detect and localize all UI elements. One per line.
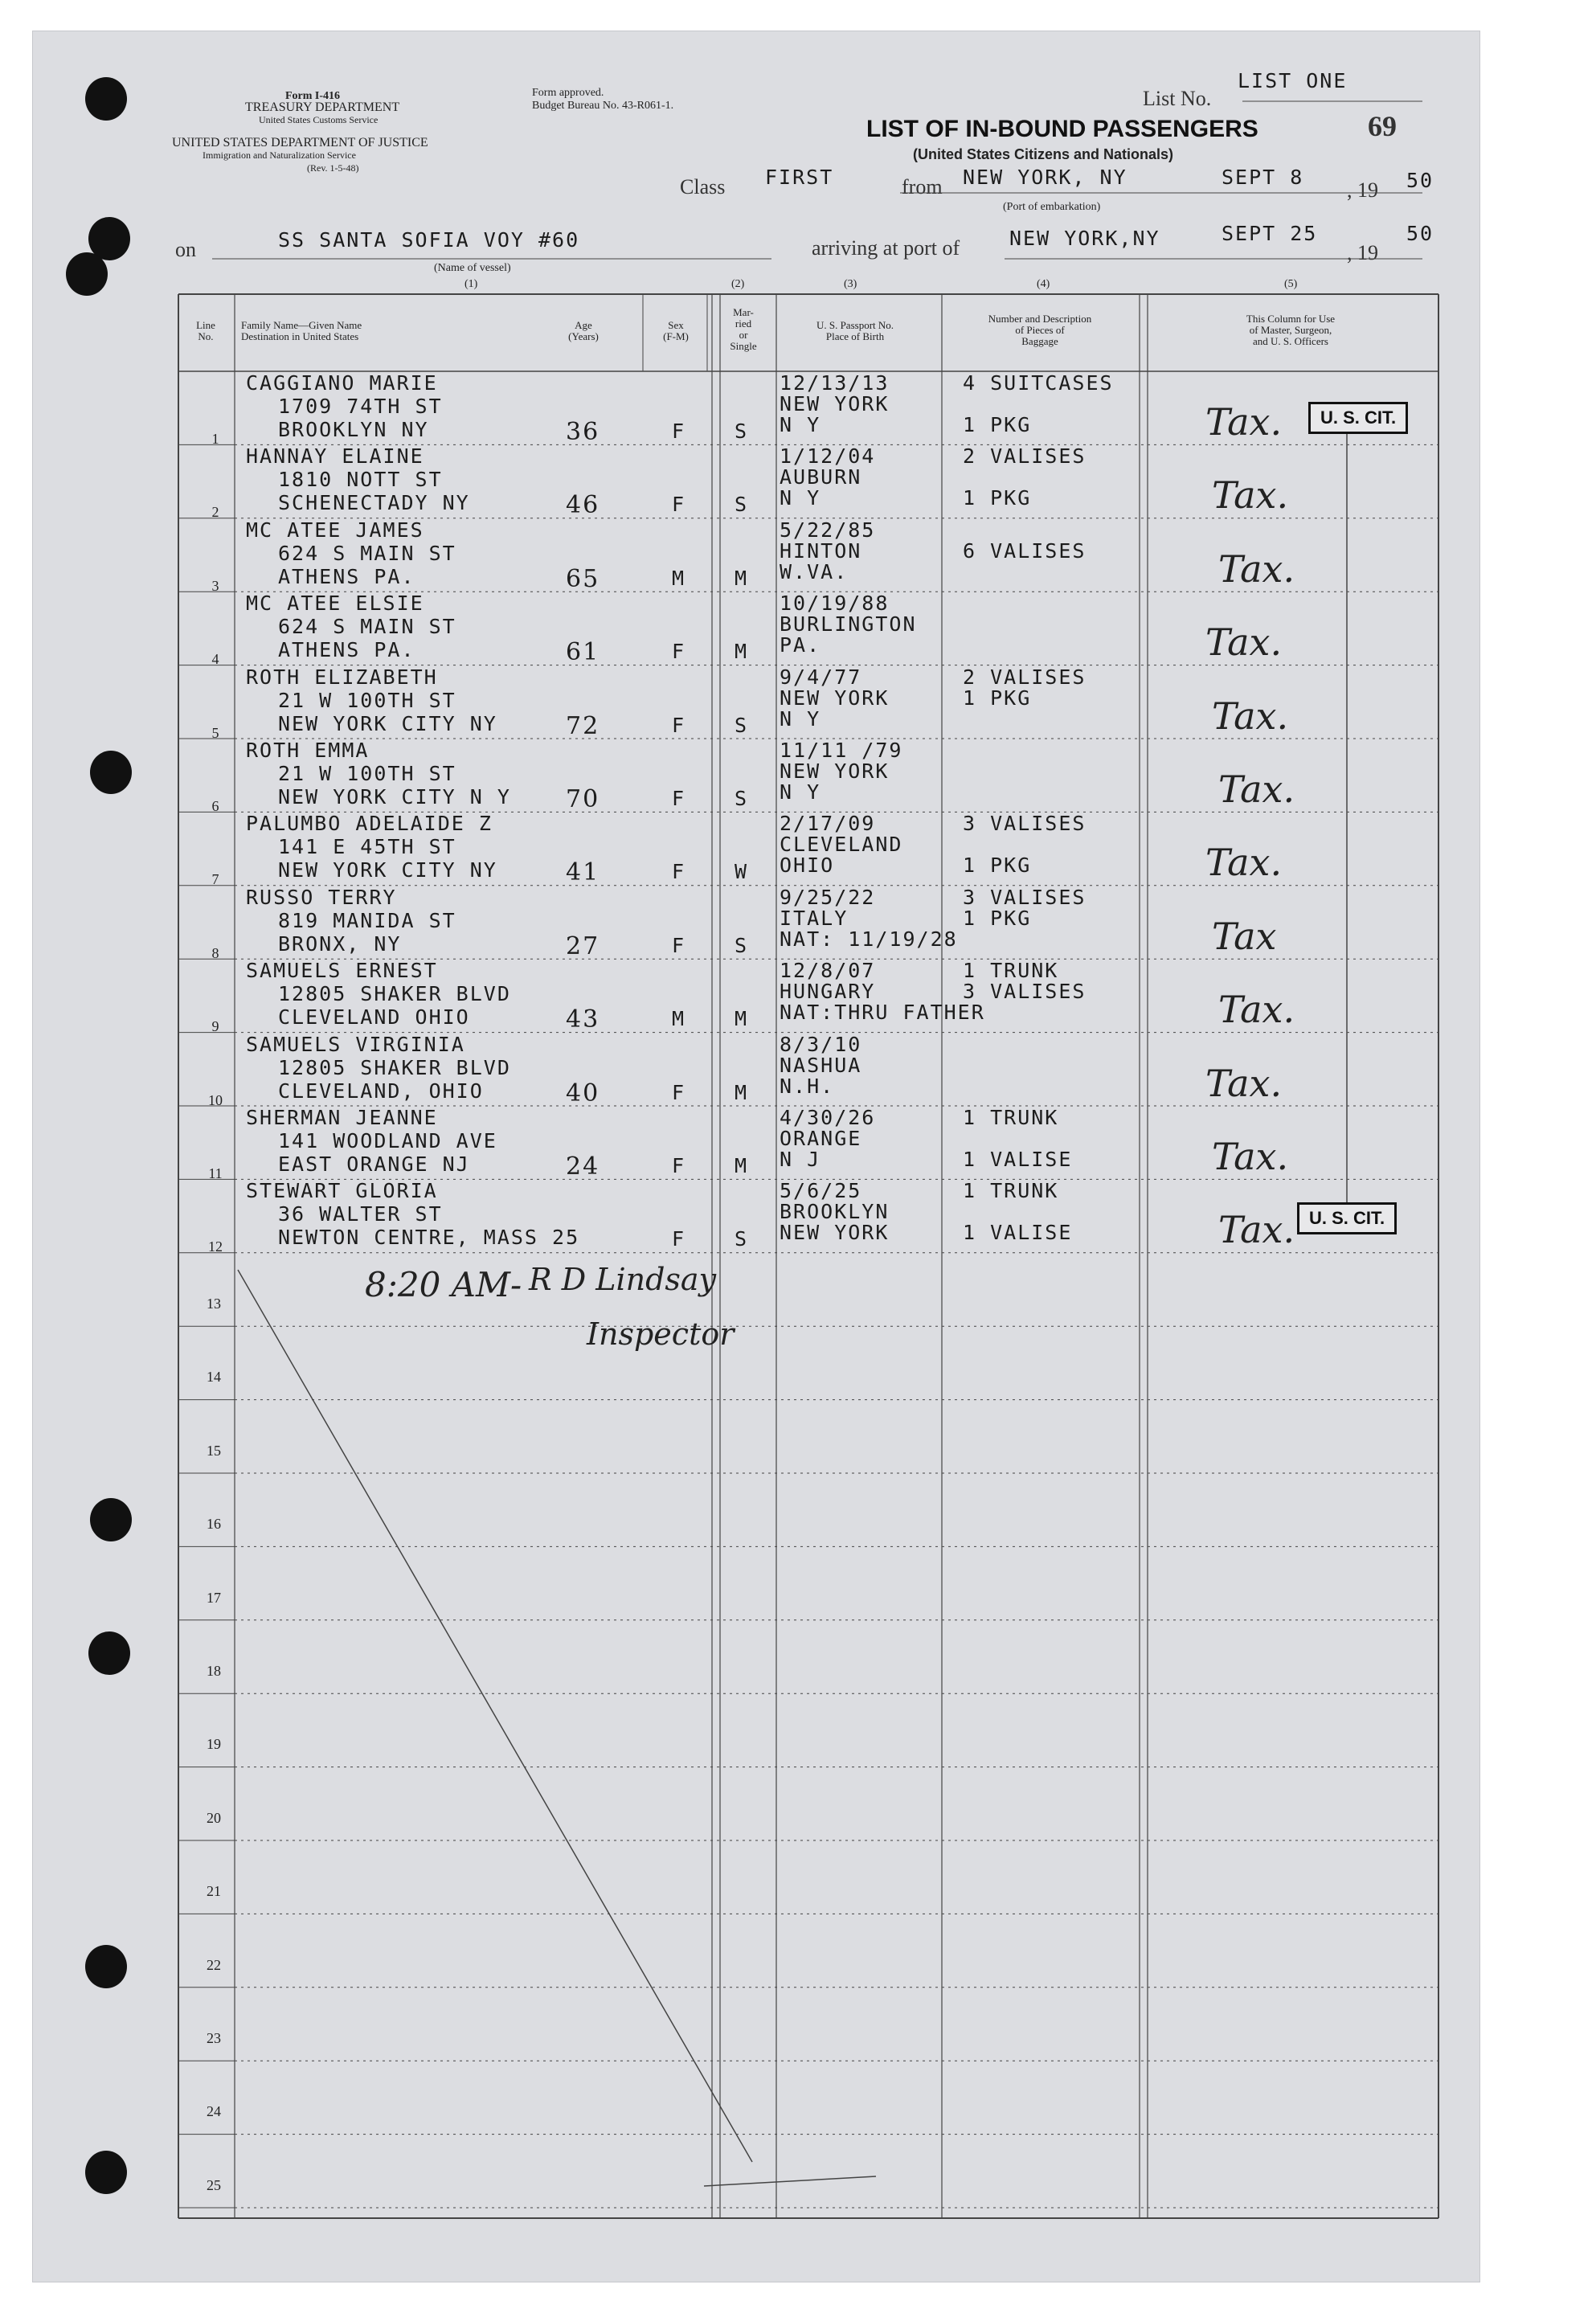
- birthplace: NEW YORK: [780, 759, 890, 783]
- passenger-age: 61: [566, 638, 600, 667]
- birthplace: CLEVELAND: [780, 833, 903, 857]
- revision: (Rev. 1-5-48): [307, 162, 359, 174]
- passenger-marital-status: S: [735, 420, 749, 443]
- baggage-line-2: 1 PKG: [963, 906, 1032, 930]
- baggage-line-3: 1 PKG: [963, 486, 1032, 510]
- passenger-destination: SCHENECTADY NY: [278, 491, 470, 515]
- passport-date: 8/3/10: [780, 1032, 862, 1056]
- baggage-line-1: 3 VALISES: [963, 812, 1087, 836]
- form-number: Form I-416: [285, 90, 341, 102]
- baggage-line-1: 1 TRUNK: [963, 1179, 1059, 1203]
- line-number: 1: [211, 431, 219, 447]
- line-number: 24: [207, 2103, 221, 2120]
- passport-date: 9/25/22: [780, 885, 876, 909]
- tax-notation: Tax.: [1205, 841, 1283, 885]
- line-number: 18: [207, 1663, 221, 1679]
- header-sex: Sex (F-M): [663, 319, 689, 342]
- birthplace-state: OHIO: [780, 854, 835, 878]
- header-married: Mar- ried or Single: [730, 306, 757, 352]
- birthplace: NEW YORK: [780, 392, 890, 416]
- passenger-marital-status: S: [735, 493, 749, 517]
- from-date: SEPT 8: [1222, 166, 1304, 189]
- passport-date: 9/4/77: [780, 665, 862, 689]
- vessel-note: (Name of vessel): [434, 262, 511, 274]
- line-number: 17: [207, 1589, 221, 1606]
- passport-date: 1/12/04: [780, 444, 876, 469]
- passport-date: 10/19/88: [780, 592, 890, 616]
- form-title: LIST OF IN-BOUND PASSENGERS: [866, 116, 1258, 142]
- line-number: 5: [211, 724, 219, 741]
- passenger-destination: CLEVELAND, OHIO: [278, 1079, 484, 1103]
- on-label: on: [175, 238, 196, 261]
- passenger-sex: M: [672, 566, 686, 590]
- birthplace-state: N Y: [780, 780, 821, 804]
- passport-date: 5/6/25: [780, 1179, 862, 1203]
- passenger-sex: F: [672, 933, 686, 957]
- passenger-name: MC ATEE JAMES: [246, 518, 424, 542]
- arrival-port: NEW YORK,NY: [1009, 227, 1160, 250]
- page-number: 69: [1368, 110, 1397, 142]
- passenger-sex: F: [672, 713, 686, 737]
- treasury-dept: TREASURY DEPARTMENT: [245, 100, 400, 114]
- birthplace: HUNGARY: [780, 980, 876, 1004]
- passenger-address: 21 W 100TH ST: [278, 688, 456, 712]
- form-subtitle: (United States Citizens and Nationals): [913, 146, 1174, 162]
- tax-notation: Tax.: [1212, 694, 1289, 738]
- passenger-address: 1709 74TH ST: [278, 395, 443, 418]
- birthplace-state: NAT:THRU FATHER: [780, 1001, 985, 1025]
- passenger-marital-status: S: [735, 1227, 749, 1251]
- arrival-year: 50: [1406, 222, 1434, 245]
- passenger-address: 141 E 45TH ST: [278, 835, 456, 859]
- line-number: 23: [207, 2030, 221, 2046]
- baggage-line-1: 3 VALISES: [963, 885, 1087, 909]
- birthplace: NASHUA: [780, 1053, 862, 1077]
- cancel-line: [704, 2176, 876, 2186]
- passenger-destination: BROOKLYN NY: [278, 418, 429, 441]
- passenger-age: 65: [566, 564, 600, 593]
- passenger-sex: F: [672, 1227, 686, 1251]
- baggage-line-3: 1 PKG: [963, 413, 1032, 436]
- birthplace: BURLINGTON: [780, 612, 917, 637]
- list-no-value: LIST ONE: [1238, 69, 1348, 92]
- from-port: NEW YORK, NY: [963, 166, 1127, 189]
- passenger-age: 36: [566, 418, 600, 446]
- passenger-sex: F: [672, 1154, 686, 1177]
- arriving-label: arriving at port of: [812, 236, 960, 260]
- header-passport: U. S. Passport No. Place of Birth: [816, 319, 894, 342]
- budget-bureau: Budget Bureau No. 43-R061-1.: [532, 100, 674, 112]
- birthplace: BROOKLYN: [780, 1200, 890, 1224]
- passenger-destination: ATHENS PA.: [278, 564, 415, 588]
- arrival-year-prefix: , 19: [1347, 241, 1378, 264]
- line-number: 6: [211, 798, 219, 814]
- passenger-marital-status: S: [735, 787, 749, 810]
- passenger-destination: NEW YORK CITY N Y: [278, 785, 511, 809]
- line-number: 25: [207, 2176, 221, 2193]
- passenger-destination: ATHENS PA.: [278, 638, 415, 662]
- passenger-name: HANNAY ELAINE: [246, 444, 424, 469]
- baggage-line-2: 1 PKG: [963, 686, 1032, 710]
- header-age: Age (Years): [568, 319, 599, 342]
- from-label: from: [902, 175, 943, 199]
- line-number: 20: [207, 1809, 221, 1826]
- birthplace: ORANGE: [780, 1127, 862, 1150]
- from-year: 50: [1406, 169, 1434, 192]
- line-number: 22: [207, 1956, 221, 1973]
- col-num-3: (3): [844, 278, 857, 290]
- birthplace-state: NEW YORK: [780, 1221, 890, 1245]
- passenger-name: SAMUELS VIRGINIA: [246, 1032, 465, 1056]
- customs-service: United States Customs Service: [259, 114, 379, 125]
- passenger-name: SAMUELS ERNEST: [246, 959, 438, 983]
- line-number: 10: [208, 1091, 223, 1108]
- line-number: 7: [211, 871, 219, 888]
- baggage-line-1: 2 VALISES: [963, 444, 1087, 469]
- birthplace-state: NAT: 11/19/28: [780, 927, 958, 951]
- birthplace: HINTON: [780, 538, 862, 563]
- line-number: 4: [211, 651, 219, 668]
- passenger-destination: NEW YORK CITY NY: [278, 711, 497, 735]
- birthplace-state: N Y: [780, 413, 821, 436]
- line-number: 9: [211, 1018, 219, 1035]
- class-value: FIRST: [765, 166, 834, 189]
- passport-date: 12/8/07: [780, 959, 876, 983]
- birthplace-state: N Y: [780, 486, 821, 510]
- baggage-line-1: 1 TRUNK: [963, 1106, 1059, 1129]
- passenger-marital-status: M: [735, 640, 749, 664]
- line-number: 14: [207, 1369, 221, 1386]
- passenger-destination: NEWTON CENTRE, MASS 25: [278, 1226, 580, 1250]
- tax-notation: Tax.: [1205, 1061, 1283, 1105]
- passenger-sex: F: [672, 493, 686, 517]
- from-year-prefix: , 19: [1347, 178, 1378, 202]
- passenger-address: 12805 SHAKER BLVD: [278, 982, 511, 1006]
- baggage-line-3: 1 VALISE: [963, 1221, 1073, 1245]
- inspector-time: 8:20 AM-: [365, 1265, 522, 1304]
- tax-notation: Tax.: [1212, 473, 1289, 518]
- passenger-name: CAGGIANO MARIE: [246, 371, 438, 395]
- line-number: 2: [211, 504, 219, 521]
- justice-dept: UNITED STATES DEPARTMENT OF JUSTICE: [172, 136, 428, 149]
- header-officers: This Column for Use of Master, Surgeon, and U. S. Officers: [1246, 313, 1336, 347]
- line-number: 21: [207, 1883, 221, 1900]
- tax-notation: Tax.: [1218, 988, 1295, 1032]
- passenger-age: 43: [566, 1005, 600, 1034]
- passenger-marital-status: S: [735, 713, 749, 737]
- header-baggage: Number and Description of Pieces of Baggage: [988, 313, 1092, 347]
- baggage-line-3: 1 VALISE: [963, 1148, 1073, 1171]
- col-num-1: (1): [464, 278, 478, 290]
- passenger-age: 72: [566, 711, 600, 740]
- us-citizen-stamp: U. S. CIT.: [1297, 1202, 1397, 1234]
- birthplace-state: W.VA.: [780, 559, 849, 583]
- line-number: 3: [211, 577, 219, 594]
- passport-date: 4/30/26: [780, 1106, 876, 1129]
- passenger-address: 12805 SHAKER BLVD: [278, 1055, 511, 1079]
- line-number: 8: [211, 944, 219, 961]
- passenger-marital-status: M: [735, 1080, 749, 1104]
- passenger-age: 27: [566, 931, 600, 960]
- tax-notation: Tax.: [1205, 620, 1283, 665]
- baggage-line-1: 4 SUITCASES: [963, 371, 1114, 395]
- col-num-2: (2): [731, 278, 745, 290]
- passenger-age: 24: [566, 1152, 600, 1181]
- passport-date: 5/22/85: [780, 518, 876, 542]
- list-no-label: List No.: [1143, 87, 1212, 110]
- birthplace: NEW YORK: [780, 686, 890, 710]
- passenger-address: 819 MANIDA ST: [278, 908, 456, 932]
- passenger-destination: CLEVELAND OHIO: [278, 1005, 470, 1030]
- line-number: 13: [207, 1296, 221, 1312]
- passenger-sex: F: [672, 420, 686, 443]
- tax-notation: Tax: [1212, 914, 1277, 958]
- passenger-address: 1810 NOTT ST: [278, 468, 443, 492]
- passenger-address: 141 WOODLAND AVE: [278, 1129, 497, 1152]
- cancel-line: [238, 1270, 752, 2162]
- passenger-age: 46: [566, 491, 600, 520]
- passenger-age: 41: [566, 858, 600, 887]
- tax-notation: Tax.: [1218, 768, 1295, 811]
- passenger-marital-status: M: [735, 566, 749, 590]
- ins-service: Immigration and Naturalization Service: [203, 149, 356, 161]
- passenger-age: 70: [566, 785, 600, 813]
- tax-notation: Tax.: [1218, 547, 1295, 591]
- line-number: 19: [207, 1736, 221, 1753]
- passenger-address: 21 W 100TH ST: [278, 762, 456, 785]
- passenger-destination: NEW YORK CITY NY: [278, 858, 497, 882]
- col-num-4: (4): [1037, 278, 1050, 290]
- passenger-name: MC ATEE ELSIE: [246, 592, 424, 616]
- passenger-sex: F: [672, 860, 686, 884]
- baggage-line-2: 3 VALISES: [963, 980, 1087, 1004]
- embark-note: (Port of embarkation): [1003, 201, 1101, 213]
- passport-date: 2/17/09: [780, 812, 876, 836]
- inspector-title: Inspector: [587, 1316, 735, 1352]
- tax-notation: Tax.: [1205, 400, 1283, 444]
- passenger-sex: F: [672, 640, 686, 664]
- form-approved: Form approved.: [532, 87, 604, 99]
- tax-notation: Tax.: [1212, 1135, 1289, 1178]
- passenger-name: STEWART GLORIA: [246, 1179, 438, 1203]
- birthplace-state: N.H.: [780, 1074, 835, 1098]
- birthplace-state: N J: [780, 1148, 821, 1171]
- passenger-name: PALUMBO ADELAIDE Z: [246, 812, 493, 836]
- line-number: 11: [208, 1165, 223, 1181]
- passenger-name: SHERMAN JEANNE: [246, 1106, 438, 1129]
- birthplace: ITALY: [780, 906, 849, 930]
- baggage-line-2: 6 VALISES: [963, 538, 1087, 563]
- birthplace-state: PA.: [780, 633, 821, 657]
- tax-notation: Tax.: [1218, 1208, 1295, 1252]
- class-label: Class: [680, 175, 726, 199]
- passport-date: 11/11 /79: [780, 739, 903, 762]
- vessel-name: SS SANTA SOFIA VOY #60: [278, 228, 580, 252]
- passenger-marital-status: S: [735, 933, 749, 957]
- baggage-line-3: 1 PKG: [963, 854, 1032, 878]
- passenger-address: 624 S MAIN ST: [278, 615, 456, 639]
- passenger-age: 40: [566, 1079, 600, 1107]
- passenger-marital-status: M: [735, 1154, 749, 1177]
- baggage-line-1: 1 TRUNK: [963, 959, 1059, 983]
- passenger-destination: BRONX, NY: [278, 931, 402, 956]
- passenger-marital-status: W: [735, 860, 749, 884]
- us-citizen-stamp: U. S. CIT.: [1308, 402, 1408, 434]
- birthplace-state: N Y: [780, 706, 821, 731]
- header-line-no: Line No.: [196, 319, 215, 342]
- passenger-sex: F: [672, 1080, 686, 1104]
- passenger-address: 624 S MAIN ST: [278, 541, 456, 565]
- passport-date: 12/13/13: [780, 371, 890, 395]
- baggage-line-1: 2 VALISES: [963, 665, 1087, 689]
- passenger-name: ROTH EMMA: [246, 739, 370, 762]
- birthplace: AUBURN: [780, 465, 862, 489]
- inspector-signature: R D Lindsay: [529, 1262, 717, 1297]
- passenger-destination: EAST ORANGE NJ: [278, 1152, 470, 1176]
- header-name: Family Name—Given Name Destination in United States: [241, 319, 362, 342]
- line-number: 12: [208, 1238, 223, 1255]
- passenger-sex: F: [672, 787, 686, 810]
- col-num-5: (5): [1284, 278, 1298, 290]
- line-number: 16: [207, 1516, 221, 1533]
- passenger-address: 36 WALTER ST: [278, 1202, 443, 1226]
- line-number: 15: [207, 1442, 221, 1459]
- passenger-marital-status: M: [735, 1007, 749, 1031]
- arrival-date: SEPT 25: [1222, 222, 1318, 245]
- passenger-name: RUSSO TERRY: [246, 885, 397, 909]
- passenger-sex: M: [672, 1007, 686, 1031]
- passenger-name: ROTH ELIZABETH: [246, 665, 438, 689]
